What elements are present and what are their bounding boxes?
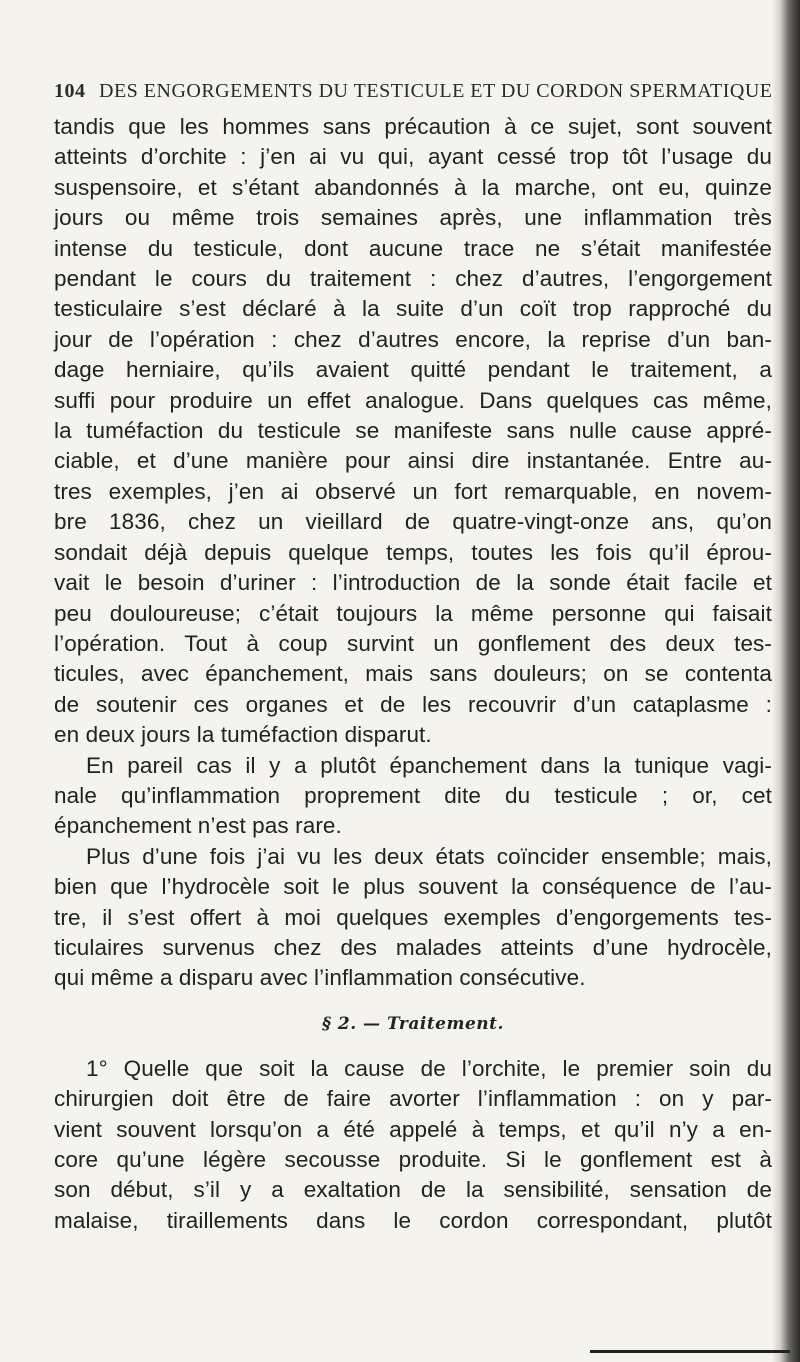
text-line: vait le besoin d’uriner : l’introduction de la sonde était facile et [54,570,772,596]
text-line: épanchement n’est pas rare. [54,813,342,839]
paragraph-2 [54,751,772,842]
text-block [54,76,772,1236]
text-line: vient souvent lorsqu’on a été appelé à temps, et qu’il n’y a en- [54,1116,772,1142]
text-line: bre 1836, chez un vieillard de quatre-vingt-onze ans, qu’on [54,509,772,535]
text-line: ticulaires survenus chez des malades atteints d’une hydrocèle, [54,934,772,960]
text-line: core qu’une légère secousse produite. Si le gonflement est à [54,1147,772,1172]
running-title: DES ENGORGEMENTS DU TESTICULE ET DU CORDON SPERMATIQUE [99,80,773,102]
bottom-rule [590,1350,790,1353]
text-line: jour de l’opération : chez d’autres encore, la reprise d’un ban- [54,326,772,352]
running-head [54,76,772,106]
text-line: suffi pour produire un effet analogue. Dans quelques cas même, [54,387,772,413]
text-line: pendant le cours du traitement : chez d’autres, l’engorgement [54,266,772,292]
text-line: intense du testicule, dont aucune trace ne s’était manifestée [54,235,772,261]
text-line: jours ou même trois semaines après, une inflammation très [54,205,772,231]
text-line: En pareil cas il y a plutôt épanchement dans la tunique vagi- [86,752,772,778]
text-line: sondait déjà depuis quelque temps, toutes les fois qu’il éprou- [54,539,772,565]
text-line: 1° Quelle que soit la cause de l’orchite, le premier soin du [86,1055,772,1081]
text-line: atteints d’orchite : j’en ai vu qui, ayant cessé trop tôt l’usage du [54,144,772,170]
text-line: de soutenir ces organes et de les recouvrir d’un cataplasme : [54,691,772,717]
text-line: suspensoire, et s’étant abandonnés à la marche, ont eu, quinze [54,174,772,200]
paragraph-4 [54,1054,772,1236]
text-line: bien que l’hydrocèle soit le plus souvent la conséquence de l’au- [54,874,772,900]
page-edge-shadow [772,0,800,1362]
section-heading: § 2. — Traitement. [322,1013,504,1034]
paragraph-1 [54,112,772,751]
text-line: tandis que les hommes sans précaution à ce sujet, sont souvent [54,114,772,139]
text-line: la tuméfaction du testicule se manifeste sans nulle cause appré- [54,418,772,444]
text-line: en deux jours la tuméfaction disparut. [54,722,432,748]
text-line: ciable, et d’une manière pour ainsi dire instantanée. Entre au- [54,448,772,474]
text-line: testiculaire s’est déclaré à la suite d’un coït trop rapproché du [54,296,772,322]
text-line: nale qu’inflammation proprement dite du testicule ; or, cet [54,782,772,808]
text-line: chirurgien doit être de faire avorter l’inflammation : on y par- [54,1086,772,1112]
text-line: Plus d’une fois j’ai vu les deux états coïncider ensemble; mais, [86,843,772,869]
text-line: malaise, tiraillements dans le cordon correspondant, plutôt [54,1207,772,1233]
page-number: 104 [54,80,86,102]
text-line: tre, il s’est offert à moi quelques exemples d’engorgements tes- [54,904,772,930]
text-line: tres exemples, j’en ai observé un fort remarquable, en novem- [54,478,772,504]
text-line: peu douloureuse; c’était toujours la même personne qui faisait [54,600,772,626]
text-line: dage herniaire, qu’ils avaient quitté pendant le traitement, a [54,357,772,383]
text-line: son début, s’il y a exaltation de la sensibilité, sensation de [54,1177,772,1203]
text-line: ticules, avec épanchement, mais sans douleurs; on se contenta [54,661,772,687]
text-line: l’opération. Tout à coup survint un gonflement des deux tes- [54,630,772,656]
text-line: qui même a disparu avec l’inflammation consécutive. [54,965,586,991]
paragraph-3 [54,842,772,994]
